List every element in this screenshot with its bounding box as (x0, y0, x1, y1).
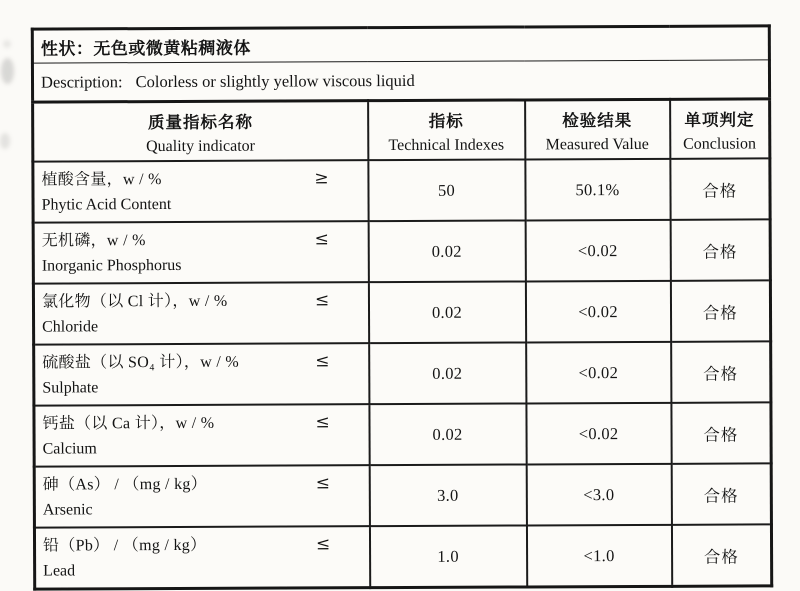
limit-relation-symbol: ≤ (314, 289, 330, 310)
technical-index-value: 0.02 (369, 403, 526, 465)
indicator-name-en: Phytic Acid Content (41, 195, 172, 214)
technical-index-value: 50 (368, 159, 525, 221)
indicator-name-cell (34, 343, 369, 405)
technical-index-value: 0.02 (369, 342, 526, 404)
measured-value: <3.0 (526, 464, 671, 526)
conclusion-value: 合格 (671, 463, 771, 524)
limit-relation-symbol: ≤ (315, 533, 331, 554)
conclusion-value: 合格 (671, 341, 771, 402)
measured-value: <0.02 (526, 403, 671, 465)
table-header-row (33, 99, 770, 162)
spec-row (34, 524, 771, 589)
description-label: Description: (40, 71, 123, 92)
spec-row (34, 341, 771, 405)
technical-index-value: 3.0 (369, 464, 526, 526)
col-header-en: Conclusion (683, 135, 757, 153)
description-row (32, 60, 769, 102)
indicator-name-en: Arsenic (42, 500, 93, 519)
appearance-row (32, 26, 769, 63)
measured-value: <1.0 (526, 525, 671, 587)
scan-smudge (0, 133, 10, 149)
col-header-conclusion (670, 99, 770, 159)
indicator-name-en: Sulphate (42, 378, 99, 397)
col-header-zh: 指标 (428, 111, 464, 131)
appearance-text: 性状：无色或微黄粘稠液体 (32, 26, 769, 63)
spec-row (34, 402, 771, 466)
indicator-name-zh: 氯化物（以 Cl 计），w / % (41, 292, 228, 311)
col-header-zh: 质量指标名称 (147, 112, 253, 133)
indicator-name-cell (34, 526, 369, 589)
indicator-name-en: Calcium (42, 439, 97, 458)
indicator-name-zh: 无机磷，w / % (41, 231, 146, 250)
indicator-name-en: Lead (43, 561, 76, 580)
spec-row (33, 280, 770, 344)
col-header-en: Technical Indexes (388, 136, 505, 155)
indicator-name-en: Inorganic Phosphorus (41, 256, 182, 275)
spec-row (34, 463, 771, 527)
limit-relation-symbol: ≤ (315, 411, 331, 432)
conclusion-value: 合格 (671, 402, 771, 463)
spec-row (33, 219, 770, 283)
technical-index-value: 0.02 (368, 281, 525, 343)
coa-table (31, 24, 773, 590)
indicator-name-zh: 植酸含量，w / % (41, 170, 162, 189)
scan-smudge (1, 58, 14, 84)
measured-value: 50.1% (525, 159, 670, 221)
indicator-name-cell (33, 221, 368, 283)
col-header-measured-value (525, 99, 670, 159)
col-header-technical-indexes (368, 100, 525, 160)
spec-row (33, 158, 770, 222)
limit-relation-symbol: ≤ (315, 350, 330, 371)
indicator-name-zh: 砷（As） / （mg / kg） (42, 475, 208, 494)
description-value: Colorless or slightly yellow viscous liquid (135, 70, 415, 91)
indicator-name-cell (34, 404, 369, 466)
indicator-name-zh: 钙盐（以 Ca 计），w / % (42, 414, 215, 433)
indicator-name-cell (33, 160, 368, 222)
scan-smudge (3, 40, 11, 48)
limit-relation-symbol: ≥ (314, 167, 329, 188)
limit-relation-symbol: ≤ (314, 228, 330, 249)
conclusion-value: 合格 (670, 219, 770, 280)
indicator-name-zh: 硫酸盐（以 SO₄ 计），w / % (42, 353, 240, 372)
limit-relation-symbol: ≤ (315, 472, 331, 493)
measured-value: <0.02 (525, 281, 670, 343)
col-header-zh: 检验结果 (562, 110, 633, 131)
technical-index-value: 1.0 (369, 525, 526, 587)
col-header-en: Measured Value (545, 135, 649, 154)
measured-value: <0.02 (526, 342, 671, 404)
indicator-name-cell (34, 465, 369, 527)
indicator-name-zh: 铅（Pb） / （mg / kg） (42, 536, 207, 555)
col-header-quality-indicator (33, 101, 368, 162)
col-header-zh: 单项判定 (684, 110, 755, 130)
conclusion-value: 合格 (670, 158, 770, 219)
col-header-en: Quality indicator (146, 137, 256, 156)
measured-value: <0.02 (525, 220, 670, 282)
certificate-sheet (31, 24, 770, 590)
indicator-name-en: Chloride (42, 317, 99, 336)
indicator-name-cell (33, 282, 368, 344)
technical-index-value: 0.02 (368, 220, 525, 282)
conclusion-value: 合格 (671, 524, 771, 586)
conclusion-value: 合格 (670, 280, 770, 341)
